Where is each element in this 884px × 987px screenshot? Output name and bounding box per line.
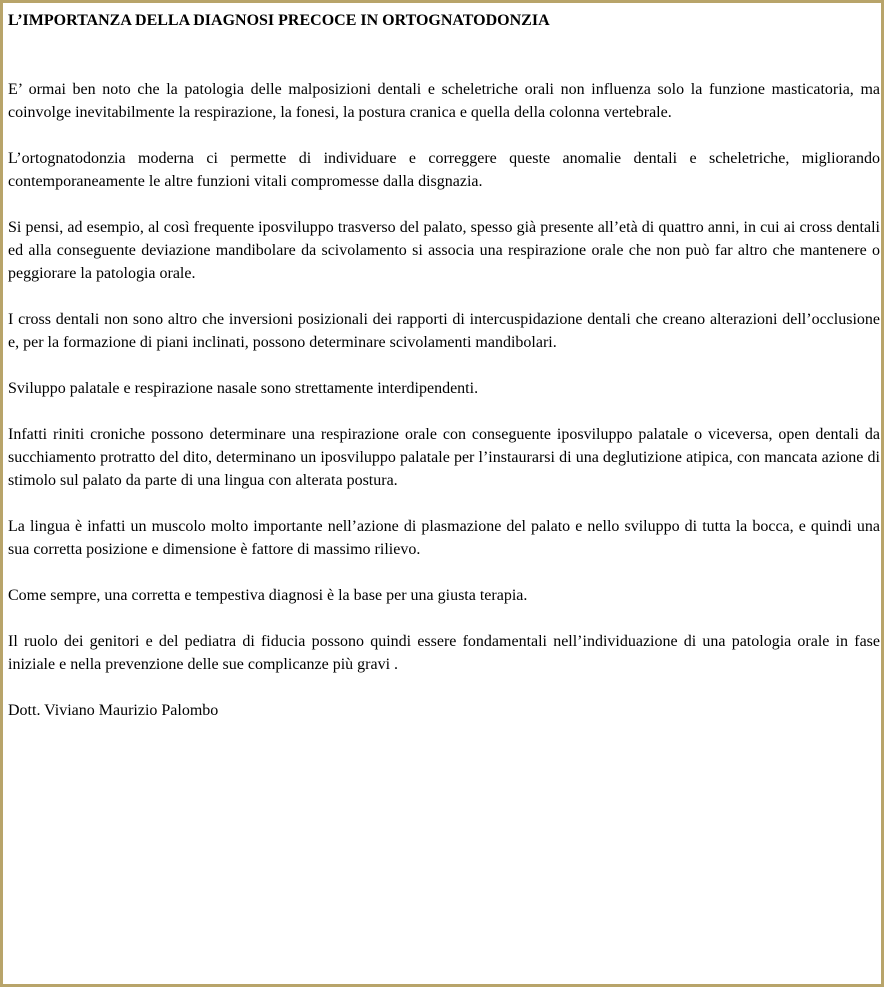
title-spacer bbox=[8, 32, 880, 78]
author-signature: Dott. Viviano Maurizio Palombo bbox=[8, 702, 219, 719]
paragraph-3: Si pensi, ad esempio, al così frequente iposviluppo trasverso del palato, spesso già presente all’età di quattro anni, in cui ai cross dentali ed alla conseguente deviazione mandibolare da scivolamento si associa una respirazione orale che non può far altro che mantenere o peggiorare la patologia orale. bbox=[8, 219, 880, 282]
paragraph-4: I cross dentali non sono altro che inversioni posizionali dei rapporti di intercuspidazione dentali che creano alterazioni dell’occlusione e, per la formazione di piani inclinati, possono determinare scivolamenti mandibolari. bbox=[8, 311, 880, 351]
document-title: L’IMPORTANZA DELLA DIAGNOSI PRECOCE IN ORTOGNATODONZIA bbox=[8, 12, 550, 29]
paragraph-6: Infatti riniti croniche possono determinare una respirazione orale con conseguente iposviluppo palatale o viceversa, open dentali da succhiamento protratto del dito, determinano un iposviluppo palatale per l’instaurarsi di una deglutizione atipica, con mancata azione di stimolo sul palato da parte di una lingua con alterata postura. bbox=[8, 426, 880, 489]
paragraph-8: Come sempre, una corretta e tempestiva diagnosi è la base per una giusta terapia. bbox=[8, 587, 528, 604]
paragraph-7: La lingua è infatti un muscolo molto importante nell’azione di plasmazione del palato e nello sviluppo di tutta la bocca, e quindi una sua corretta posizione e dimensione è fattore di massimo rilievo. bbox=[8, 518, 880, 558]
paragraph-9: Il ruolo dei genitori e del pediatra di fiducia possono quindi essere fondamentali nell’individuazione di una patologia orale in fase iniziale e nella prevenzione delle sue complicanze più gravi . bbox=[8, 633, 880, 673]
paragraph-1: E’ ormai ben noto che la patologia delle malposizioni dentali e scheletriche orali non influenza solo la funzione masticatoria, ma coinvolge inevitabilmente la respirazione, la fonesi, la postura cranica e quella della colonna vertebrale. bbox=[8, 81, 880, 121]
paragraph-5: Sviluppo palatale e respirazione nasale sono strettamente interdipendenti. bbox=[8, 380, 479, 397]
paragraph-2: L’ortognatodonzia moderna ci permette di individuare e correggere queste anomalie dentali e scheletriche, migliorando contemporaneamente le altre funzioni vitali compromesse dalla disgnazia. bbox=[8, 150, 880, 190]
document-body bbox=[8, 9, 880, 722]
